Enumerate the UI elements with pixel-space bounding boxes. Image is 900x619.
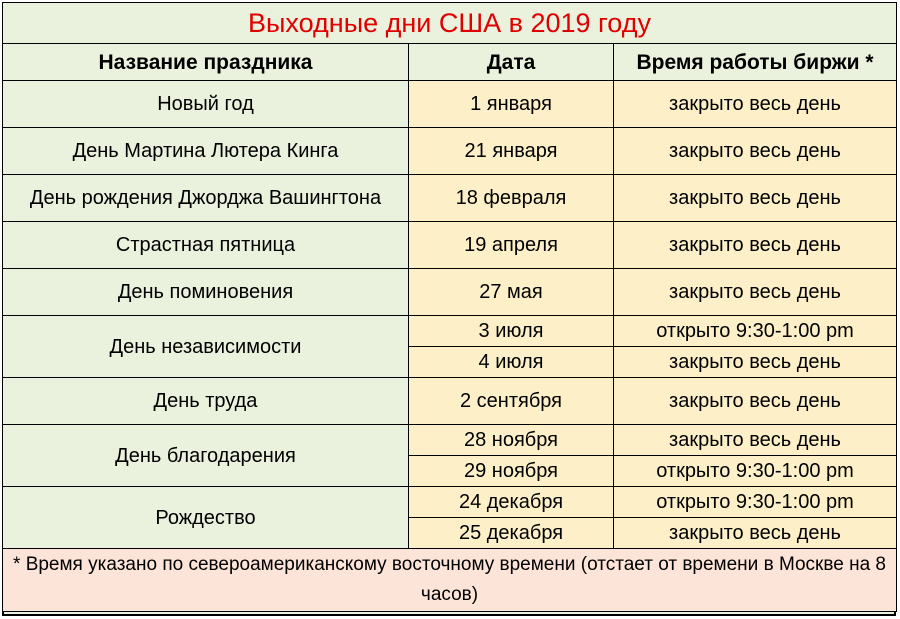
- holiday-name: День поминовения: [3, 269, 409, 316]
- holiday-date: 18 февраля: [409, 175, 614, 222]
- holiday-date: 27 мая: [409, 269, 614, 316]
- exchange-hours: открыто 9:30-1:00 pm: [614, 456, 897, 487]
- header-holiday-name: Название праздника: [3, 44, 409, 81]
- holiday-date: 1 января: [409, 81, 614, 128]
- exchange-hours: закрыто весь день: [614, 518, 897, 549]
- exchange-hours: открыто 9:30-1:00 pm: [614, 487, 897, 518]
- holiday-name: Рождество: [3, 487, 409, 549]
- holiday-date: 4 июля: [409, 347, 614, 378]
- header-row: [3, 44, 897, 81]
- holiday-date: 29 ноября: [409, 456, 614, 487]
- table-row: [3, 425, 897, 456]
- holiday-date: 24 декабря: [409, 487, 614, 518]
- holiday-name: День благодарения: [3, 425, 409, 487]
- footnote: * Время указано по североамериканскому восточному времени (отстает от времени в Москве на 8 часов): [3, 549, 897, 612]
- exchange-hours: открыто 9:30-1:00 pm: [614, 316, 897, 347]
- holiday-name: Новый год: [3, 81, 409, 128]
- exchange-hours: закрыто весь день: [614, 128, 897, 175]
- exchange-hours: закрыто весь день: [614, 378, 897, 425]
- holiday-name: Страстная пятница: [3, 222, 409, 269]
- holiday-name: День рождения Джорджа Вашингтона: [3, 175, 409, 222]
- table-row: [3, 128, 897, 175]
- holiday-date: 28 ноября: [409, 425, 614, 456]
- page-title: Выходные дни США в 2019 году: [3, 3, 897, 44]
- table-row: [3, 316, 897, 347]
- table-row: [3, 175, 897, 222]
- header-exchange-hours: Время работы биржи *: [614, 44, 897, 81]
- holiday-date: 19 апреля: [409, 222, 614, 269]
- holiday-date: 25 декабря: [409, 518, 614, 549]
- holiday-date: 2 сентября: [409, 378, 614, 425]
- table-row: [3, 222, 897, 269]
- table-row: [3, 378, 897, 425]
- holiday-name: День Мартина Лютера Кинга: [3, 128, 409, 175]
- holidays-table: [2, 2, 897, 612]
- holiday-sheet: [2, 2, 896, 616]
- holiday-name: День независимости: [3, 316, 409, 378]
- table-row: [3, 487, 897, 518]
- holiday-date: 3 июля: [409, 316, 614, 347]
- header-date: Дата: [409, 44, 614, 81]
- exchange-hours: закрыто весь день: [614, 269, 897, 316]
- exchange-hours: закрыто весь день: [614, 347, 897, 378]
- exchange-hours: закрыто весь день: [614, 175, 897, 222]
- table-row: [3, 81, 897, 128]
- holiday-date: 21 января: [409, 128, 614, 175]
- exchange-hours: закрыто весь день: [614, 425, 897, 456]
- table-row: [3, 269, 897, 316]
- exchange-hours: закрыто весь день: [614, 81, 897, 128]
- holiday-name: День труда: [3, 378, 409, 425]
- exchange-hours: закрыто весь день: [614, 222, 897, 269]
